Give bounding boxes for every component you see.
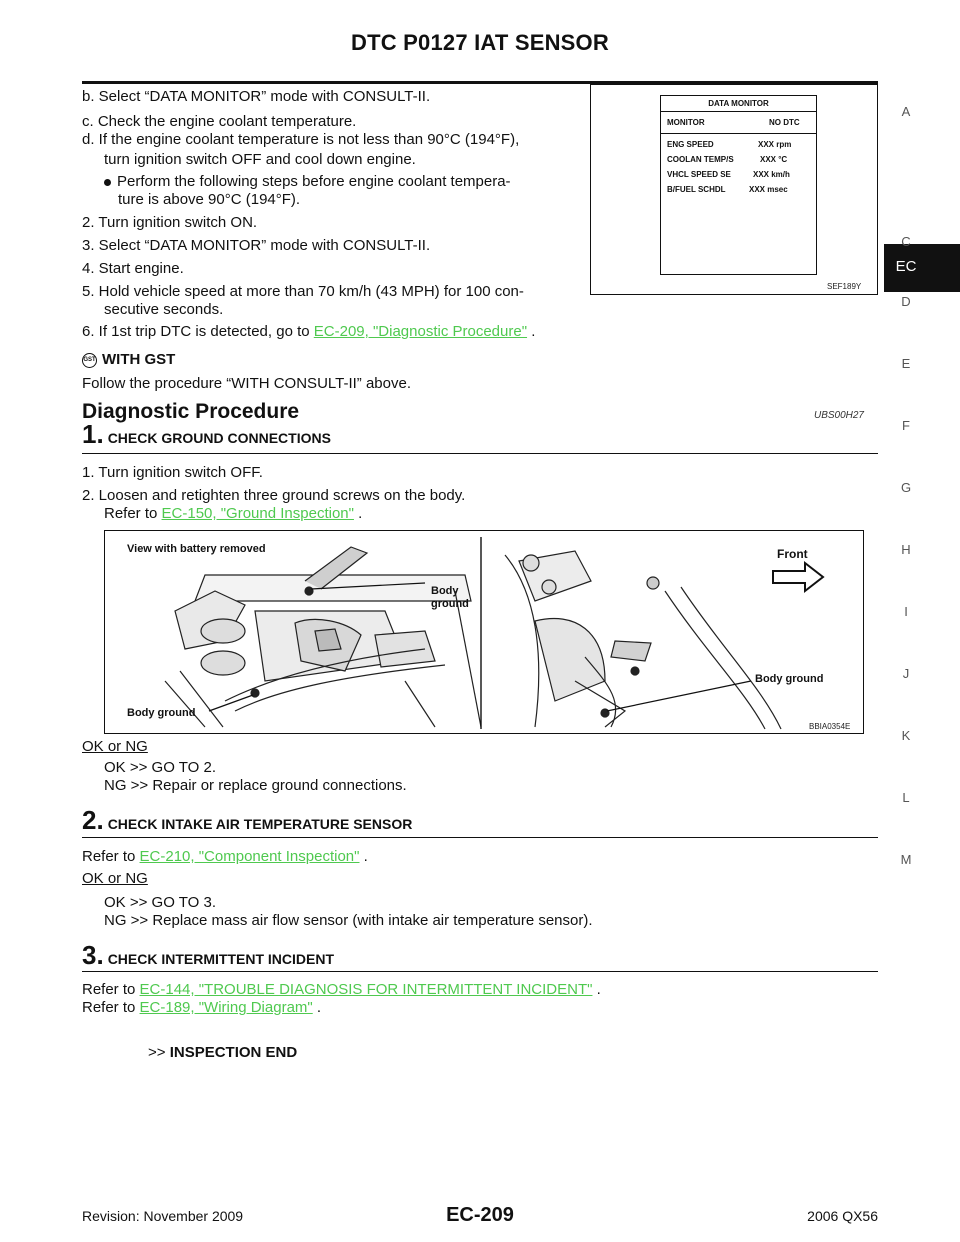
step-c: c. Check the engine coolant temperature. [82,113,357,130]
footer-revision: Revision: November 2009 [82,1208,244,1224]
step1-ok-ng: OK or NG [82,738,148,755]
monitor-row-eng-speed: ENG SPEED [667,140,714,149]
label-body-ground-right: Body ground [755,673,824,685]
index-tab-h[interactable]: H [901,542,911,557]
bullet-line2: ture is above 90°C (194°F). [118,191,301,208]
step-d-line1: d. If the engine coolant temperature is not less than 90°C (194°F), [82,131,520,148]
monitor-header: DATA MONITOR [661,96,816,112]
step-d-line2: turn ignition switch OFF and cool down engine. [104,151,416,168]
step3-l2: Refer to EC-189, "Wiring Diagram" . [82,999,322,1016]
step-5-line1: 5. Hold vehicle speed at more than 70 km/h (43 MPH) for 100 con- [82,283,524,300]
ground-connection-figure [104,530,864,734]
monitor-value-coolant: XXX °C [760,155,788,164]
index-tab-m[interactable]: M [900,852,912,867]
step-3: 3. Select “DATA MONITOR” mode with CONSULT-II. [82,237,431,254]
monitor-row-coolant: COOLAN TEMP/S [667,155,734,164]
step2-ok: OK >> GO TO 3. [104,894,216,911]
label-front: Front [777,547,808,561]
index-tab-d[interactable]: D [901,294,911,309]
step1-l1: 1. Turn ignition switch OFF. [82,464,263,481]
monitor-value-vhcl-speed: XXX km/h [753,170,790,179]
diagnostic-procedure-heading: Diagnostic Procedure [82,400,300,423]
inspection-end: >> INSPECTION END [148,1044,298,1061]
step-6: 6. If 1st trip DTC is detected, go to EC-209, "Diagnostic Procedure" . [82,323,536,340]
link-diagnostic-procedure[interactable]: EC-209, "Diagnostic Procedure" [313,323,528,340]
index-tab-g[interactable]: G [900,480,912,495]
page-title: DTC P0127 IAT SENSOR [351,30,609,55]
with-gst-heading: GST WITH GST [83,351,176,368]
index-tab-ec-active[interactable]: EC [884,244,960,292]
index-tab-j[interactable]: J [902,666,910,681]
page-number: EC-209 [446,1204,514,1226]
step3-l1: Refer to EC-144, "TROUBLE DIAGNOSIS FOR INTERMITTENT INCIDENT" . [82,981,601,998]
step2-ng: NG >> Replace mass air flow sensor (with intake air temperature sensor). [104,912,593,929]
step1-heading: 1. CHECK GROUND CONNECTIONS [82,419,331,449]
monitor-column-header: MONITOR NO DTC [661,112,816,134]
label-view-battery-removed: View with battery removed [127,543,266,555]
label-body-ground-left: Body ground [127,707,196,719]
step2-rule [82,837,878,838]
step1-l3: Refer to EC-150, "Ground Inspection" . [104,505,363,522]
step1-l2: 2. Loosen and retighten three ground screws on the body. [82,487,466,504]
gst-text: Follow the procedure “WITH CONSULT-II” above. [82,375,411,392]
ground-figure-illustration [105,531,864,734]
step1-rule [82,453,878,454]
step3-rule [82,971,878,972]
gst-icon: GST [82,353,97,368]
step-2: 2. Turn ignition switch ON. [82,214,258,231]
section-code: UBS00H27 [813,410,864,421]
step2-heading: 2. CHECK INTAKE AIR TEMPERATURE SENSOR [82,805,413,835]
monitor-screen [660,95,817,275]
link-component-inspection[interactable]: EC-210, "Component Inspection" [139,848,360,865]
link-wiring-diagram[interactable]: EC-189, "Wiring Diagram" [139,999,313,1016]
step2-ok-ng: OK or NG [82,870,148,887]
step2-l1: Refer to EC-210, "Component Inspection" . [82,848,368,865]
monitor-row-vhcl-speed: VHCL SPEED SE [667,170,731,179]
index-tab-c[interactable]: C [901,234,911,249]
monitor-value-bfuel: XXX msec [749,185,788,194]
bullet-line1: Perform the following steps before engine coolant tempera- [104,172,511,191]
footer-model: 2006 QX56 [807,1208,878,1224]
figure-code-sef189y: SEF189Y [827,282,862,291]
step-4: 4. Start engine. [82,260,184,277]
step-b: b. Select “DATA MONITOR” mode with CONSULT-II. [82,88,431,105]
step1-ng: NG >> Repair or replace ground connections. [104,777,407,794]
index-tab-a[interactable]: A [901,104,911,119]
index-tab-k[interactable]: K [901,728,911,743]
link-intermittent-incident[interactable]: EC-144, "TROUBLE DIAGNOSIS FOR INTERMITTENT INCIDENT" [139,981,593,998]
monitor-row-bfuel: B/FUEL SCHDL [667,185,726,194]
index-tab-i[interactable]: I [904,604,908,619]
label-body-ground-top: Body ground [431,585,469,610]
bullet-icon [104,179,111,186]
figure-code-bbia0354e: BBIA0354E [809,722,851,731]
step1-ok: OK >> GO TO 2. [104,759,216,776]
index-tab-f[interactable]: F [902,418,910,433]
monitor-value-eng-speed: XXX rpm [758,140,792,149]
index-tab-e[interactable]: E [901,356,911,371]
data-monitor-figure [590,84,878,295]
step-5-line2: secutive seconds. [104,301,224,318]
index-tab-l[interactable]: L [902,790,910,805]
link-ground-inspection[interactable]: EC-150, "Ground Inspection" [161,505,354,522]
step3-heading: 3. CHECK INTERMITTENT INCIDENT [82,940,335,970]
